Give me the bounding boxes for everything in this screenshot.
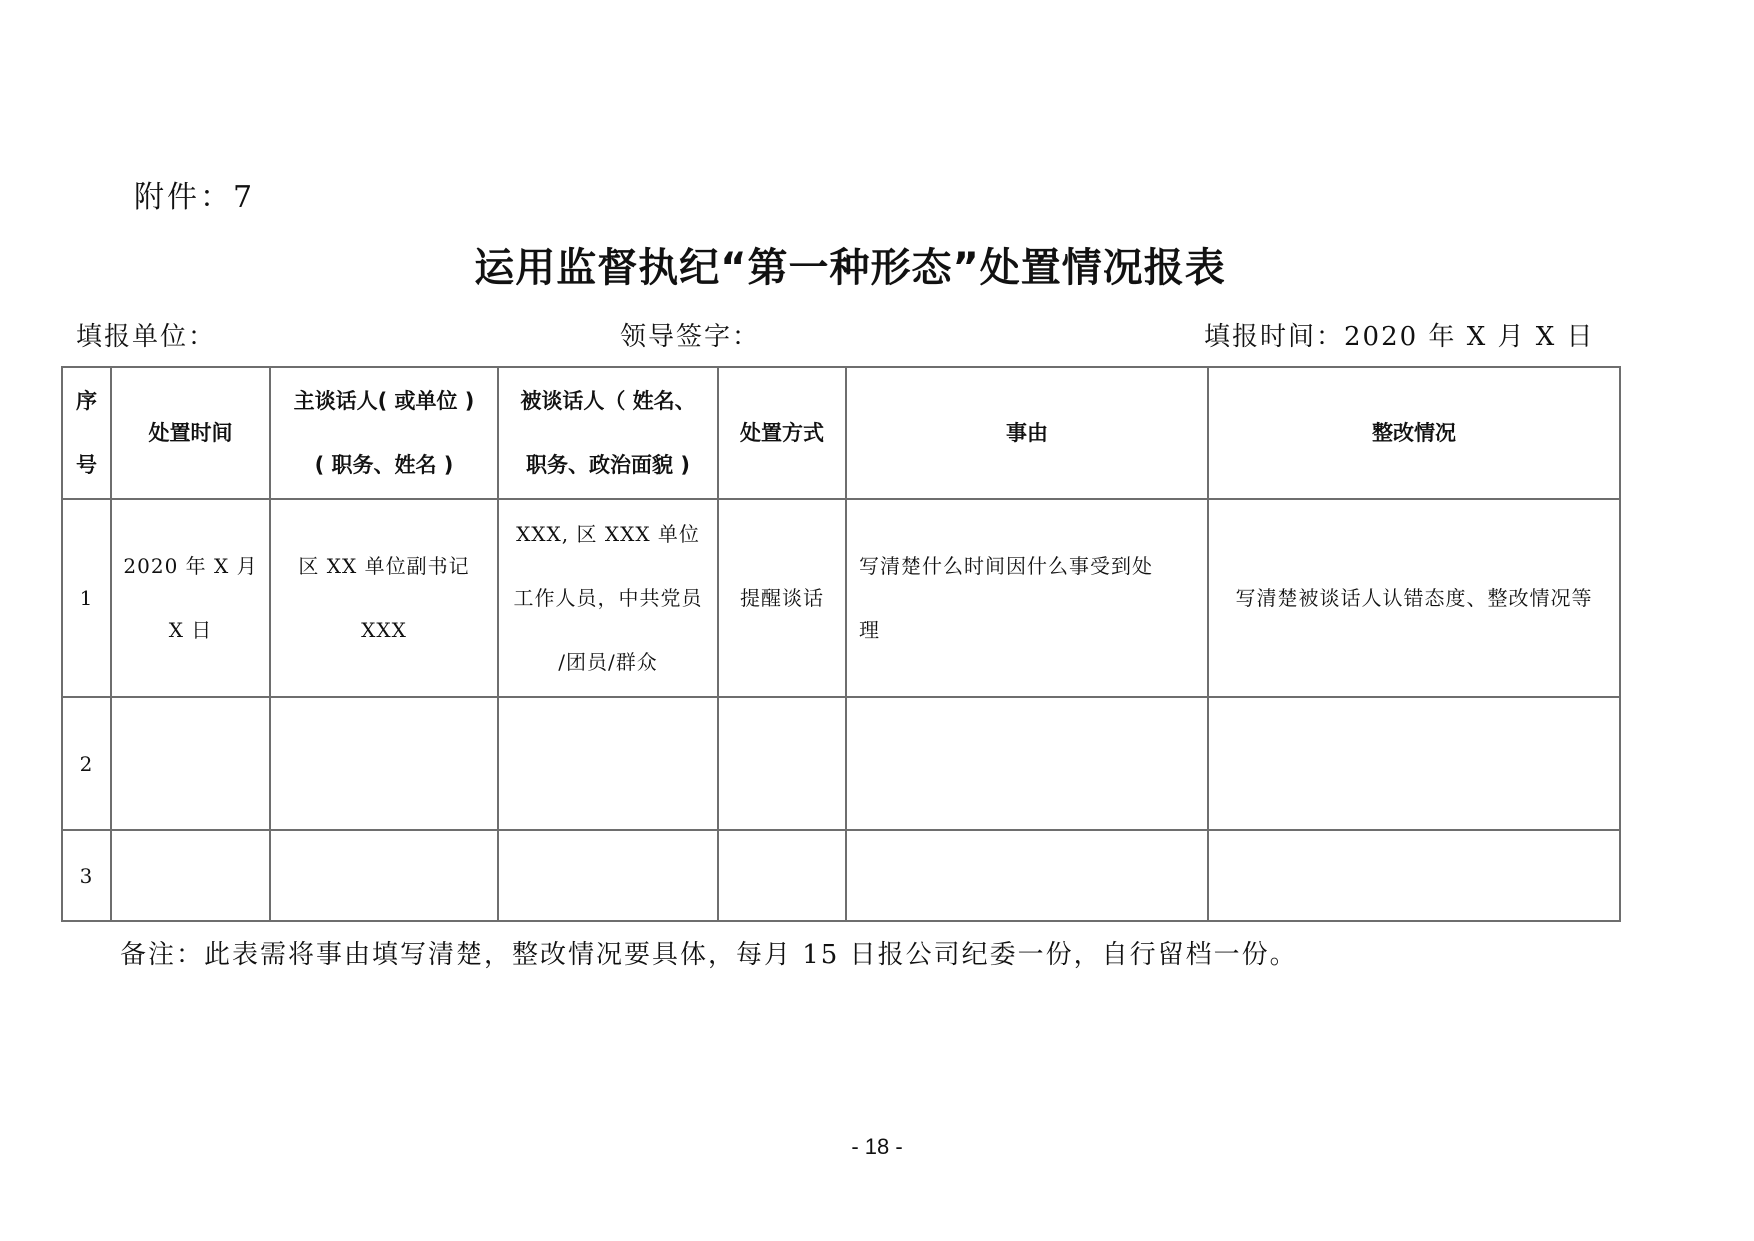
cell-interviewer [270,830,498,921]
table-row [62,499,1620,697]
cell-interviewee-line2: 工作人员，中共党员 [513,586,703,610]
header-interviewee-line2: 职务、政治面貌 ) [526,453,690,477]
cell-reason [846,697,1208,830]
cell-interviewer [270,499,498,697]
header-interviewer [270,367,498,499]
leader-signature-label: 领导签字： [620,322,761,352]
cell-time-line1: 2020 年 X 月 [123,554,258,578]
cell-time [111,499,270,697]
header-seq [62,367,111,499]
cell-interviewer [270,697,498,830]
table-header-row [62,367,1620,499]
header-reason: 事由 [846,367,1208,499]
header-seq-line2: 号 [76,453,97,477]
cell-seq: 1 [62,499,111,697]
header-seq-line1: 序 [76,389,97,413]
header-interviewer-line2: ( 职务、姓名 ) [314,453,454,477]
cell-time [111,830,270,921]
cell-reason-line2: 理 [859,618,880,642]
header-method: 处置方式 [718,367,846,499]
cell-interviewee [498,499,718,697]
cell-time-line2: X 日 [168,618,213,642]
header-interviewer-line1: 主谈话人( 或单位 ) [293,389,475,413]
attachment-label: 附件：7 [134,180,256,215]
cell-interviewer-line1: 区 XX 单位副书记 [298,554,470,578]
footnote: 备注：此表需将事由填写清楚，整改情况要具体，每月 15 日报公司纪委一份，自行留档一份。 [120,940,1298,970]
cell-interviewee [498,830,718,921]
cell-reason [846,499,1208,697]
cell-rectification [1208,697,1620,830]
cell-method [718,830,846,921]
cell-rectification: 写清楚被谈话人认错态度、整改情况等 [1208,499,1620,697]
document-title: 运用监督执纪“第一种形态”处置情况报表 [474,245,1226,291]
cell-method [718,697,846,830]
header-interviewee [498,367,718,499]
report-table [61,366,1621,922]
reporting-unit-label: 填报单位： [76,322,217,352]
cell-interviewee [498,697,718,830]
cell-interviewee-line3: /团员/群众 [558,650,658,674]
cell-method: 提醒谈话 [718,499,846,697]
cell-seq: 3 [62,830,111,921]
cell-reason [846,830,1208,921]
page-number: - 18 - [851,1134,903,1159]
cell-seq: 2 [62,697,111,830]
cell-interviewer-line2: XXX [361,618,407,642]
table-row [62,830,1620,921]
header-time: 处置时间 [111,367,270,499]
header-interviewee-line1: 被谈话人（ 姓名、 [520,389,696,413]
cell-rectification [1208,830,1620,921]
table-row [62,697,1620,830]
reporting-time-label: 填报时间：2020 年 X 月 X 日 [1204,322,1595,352]
cell-reason-line1: 写清楚什么时间因什么事受到处 [859,554,1153,578]
cell-interviewee-line1: XXX, 区 XXX 单位 [516,522,700,546]
cell-time [111,697,270,830]
header-rectification: 整改情况 [1208,367,1620,499]
